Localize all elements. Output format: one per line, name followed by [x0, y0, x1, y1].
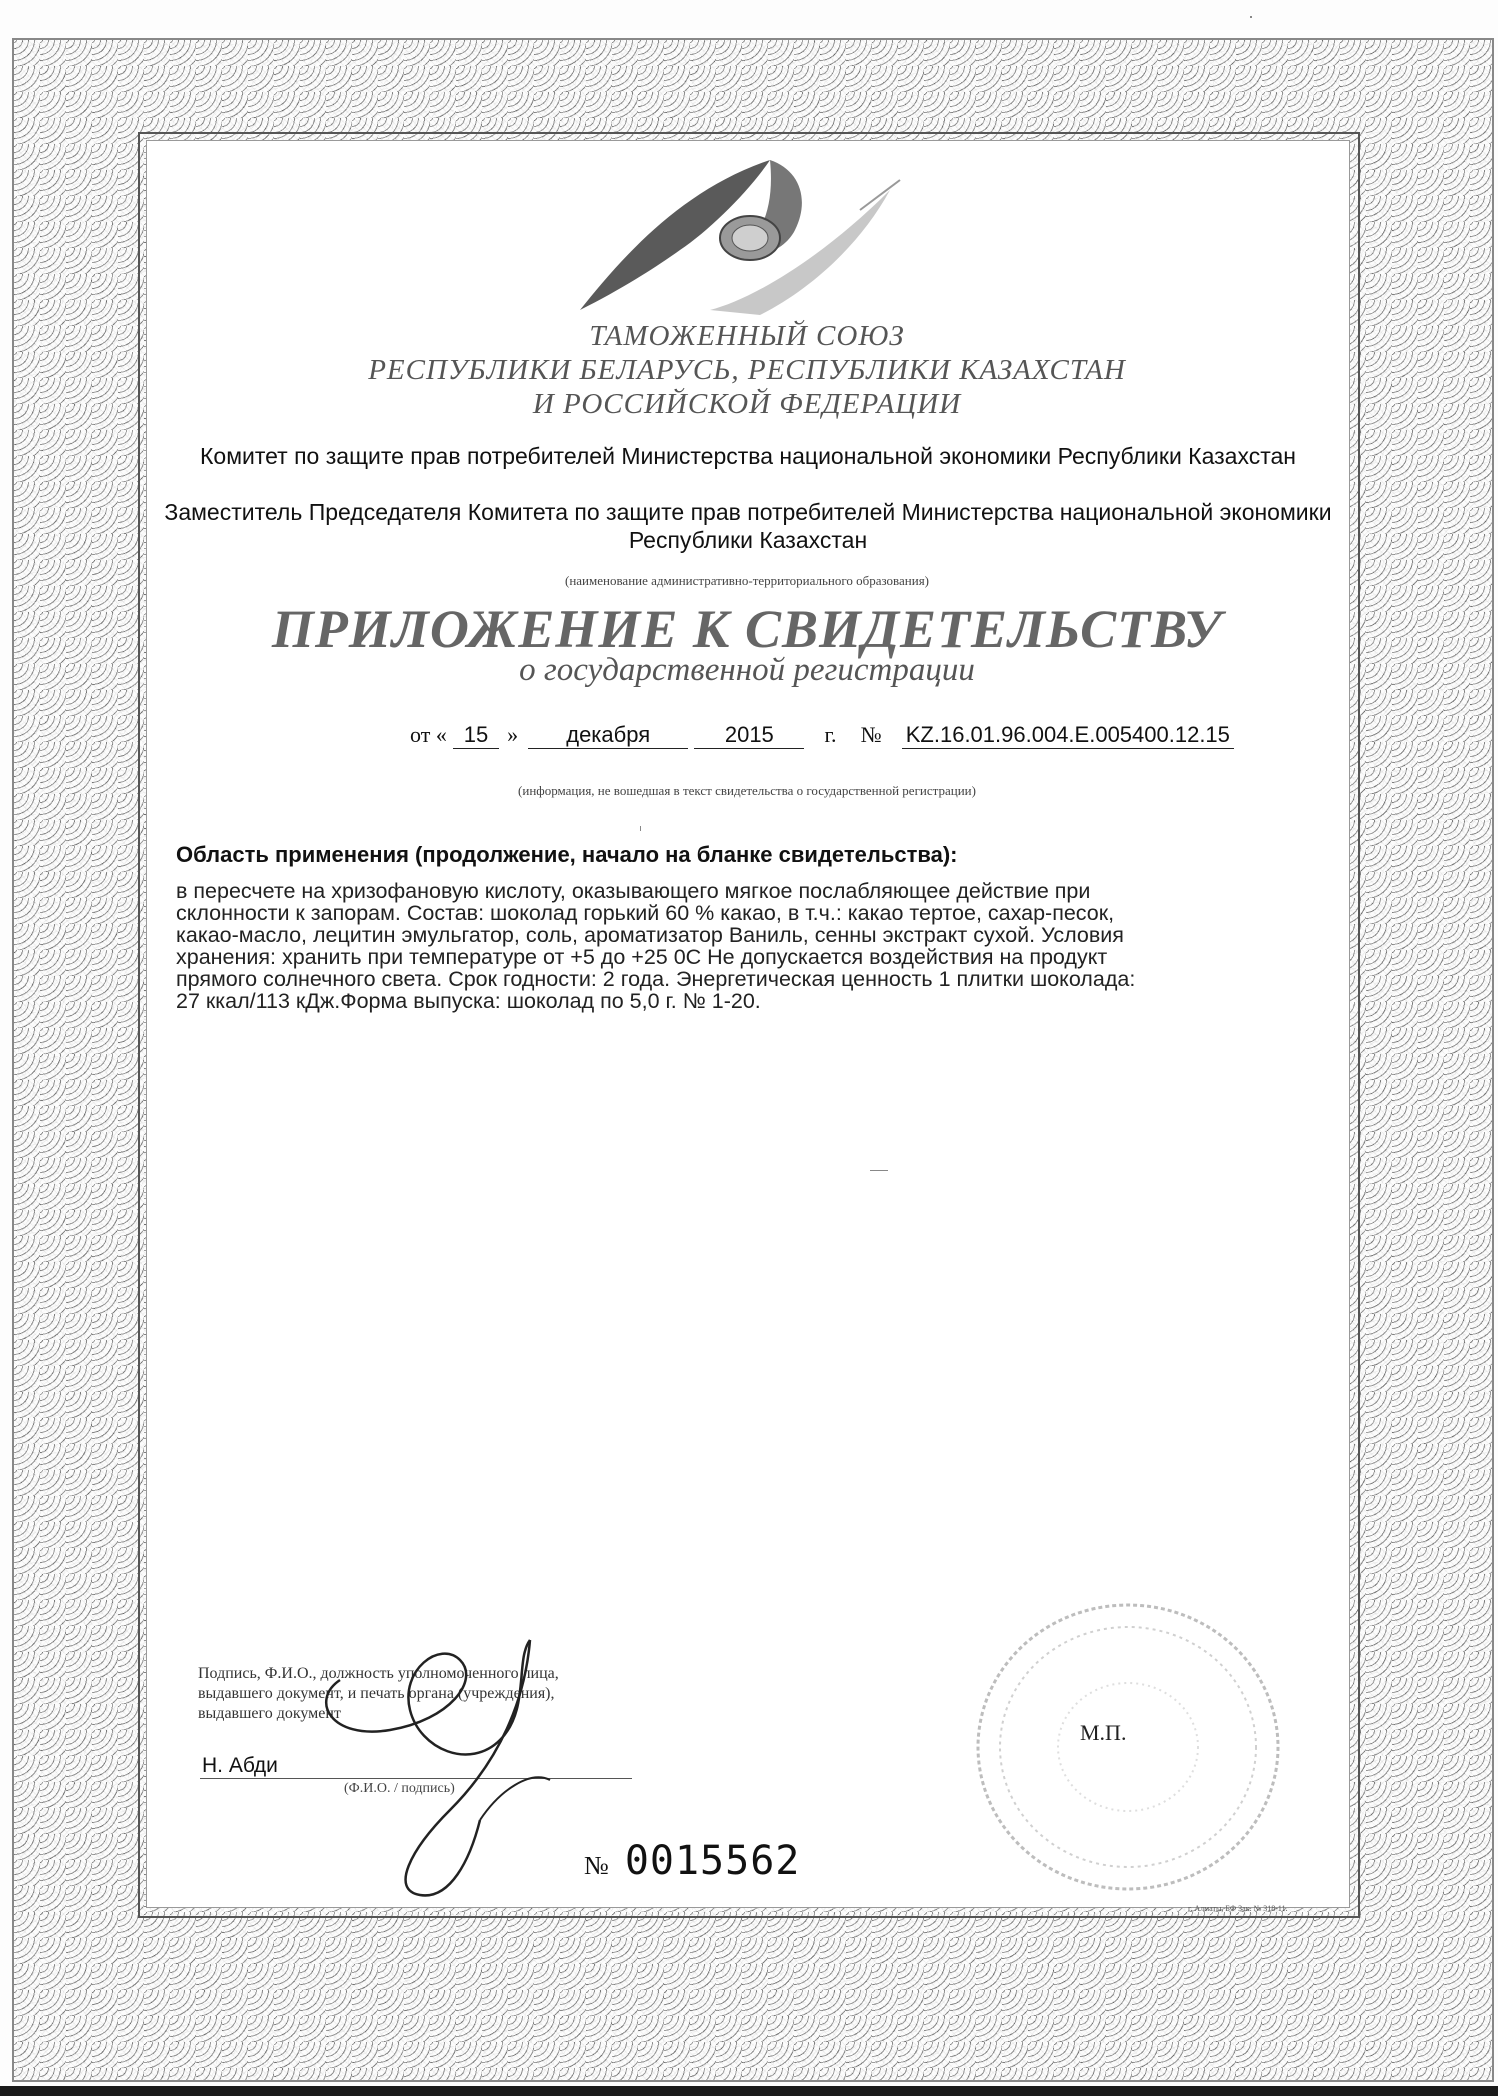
customs-union-emblem-icon	[560, 150, 920, 320]
handwritten-signature-icon	[300, 1620, 620, 1910]
number-sign: №	[860, 722, 882, 747]
committee-name: Комитет по защите прав потребителей Министерства национальной экономики Республики Казахстан	[200, 443, 1296, 469]
date-prefix: от «	[410, 722, 447, 747]
info-caption: (информация, не вошедшая в текст свидетельства о государственной регистрации)	[518, 783, 976, 798]
serial-number: 0015562	[624, 1838, 801, 1884]
date-close-quote: »	[507, 722, 519, 747]
scan-bottom-edge	[0, 2086, 1498, 2096]
registration-number: KZ.16.01.96.004.E.005400.12.15	[902, 722, 1234, 749]
signature-caption-line: выдавшего документ, и печать органа (учреждения),	[198, 1685, 555, 1702]
printer-imprint: г. Алматы, БФ Зак. № 318-11.	[1188, 1904, 1288, 1913]
deputy-chairman: Заместитель Председателя Комитета по защите прав потребителей Министерства национальной экономики Республики Казахстан	[164, 499, 1332, 553]
scope-line: 27 ккал/113 кДж.Форма выпуска: шоколад по 5,0 г. № 1-20.	[176, 989, 761, 1013]
fio-caption: (Ф.И.О. / подпись)	[344, 1781, 455, 1796]
union-title-line-2: РЕСПУБЛИКИ БЕЛАРУСЬ, РЕСПУБЛИКИ КАЗАХСТАН	[368, 354, 1126, 386]
blank-serial-number	[584, 1838, 800, 1884]
date-year: 2015	[694, 722, 804, 749]
document-title: ПРИЛОЖЕНИЕ К СВИДЕТЕЛЬСТВУ	[271, 599, 1223, 659]
union-title-line-3: И РОССИЙСКОЙ ФЕДЕРАЦИИ	[532, 388, 962, 420]
serial-number-sign: №	[584, 1851, 609, 1880]
round-seal-icon	[966, 1592, 1290, 1902]
stamp-place-label: М.П.	[1080, 1720, 1127, 1745]
signature-caption-line: выдавшего документ	[198, 1705, 341, 1722]
scope-line: в пересчете на хризофановую кислоту, оказывающего мягкое послабляющее действие при	[176, 879, 1091, 903]
scope-line: прямого солнечного света. Срок годности: 2 года. Энергетическая ценность 1 плитки шоколада:	[176, 967, 1136, 991]
date-day: 15	[453, 722, 499, 749]
scan-speck	[870, 1170, 888, 1171]
scan-speck	[640, 826, 641, 831]
scope-text	[176, 880, 1296, 1012]
scope-line: какао-масло, лецитин эмульгатор, соль, ароматизатор Ваниль, сенны экстракт сухой. Условия	[176, 923, 1124, 947]
date-month: декабря	[528, 722, 688, 749]
document-subtitle: о государственной регистрации	[519, 652, 975, 688]
signer-name: Н. Абди	[202, 1754, 278, 1777]
year-suffix: г.	[824, 722, 837, 747]
scan-speck	[1250, 16, 1252, 18]
signature-caption-line: Подпись, Ф.И.О., должность уполномоченного лица,	[198, 1665, 559, 1682]
date-and-number-row	[410, 722, 1234, 762]
authority-caption: (наименование административно-территориального образования)	[564, 573, 930, 588]
scope-line: склонности к запорам. Состав: шоколад горький 60 % какао, в т.ч.: какао тертое, сахар-песок,	[176, 901, 1115, 925]
scope-heading: Область применения (продолжение, начало на бланке свидетельства):	[176, 842, 958, 867]
union-title-line-1: ТАМОЖЕННЫЙ СОЮЗ	[589, 320, 905, 352]
scope-line: хранения: хранить при температуре от +5 до +25 0С Не допускается воздействия на продукт	[176, 945, 1108, 969]
